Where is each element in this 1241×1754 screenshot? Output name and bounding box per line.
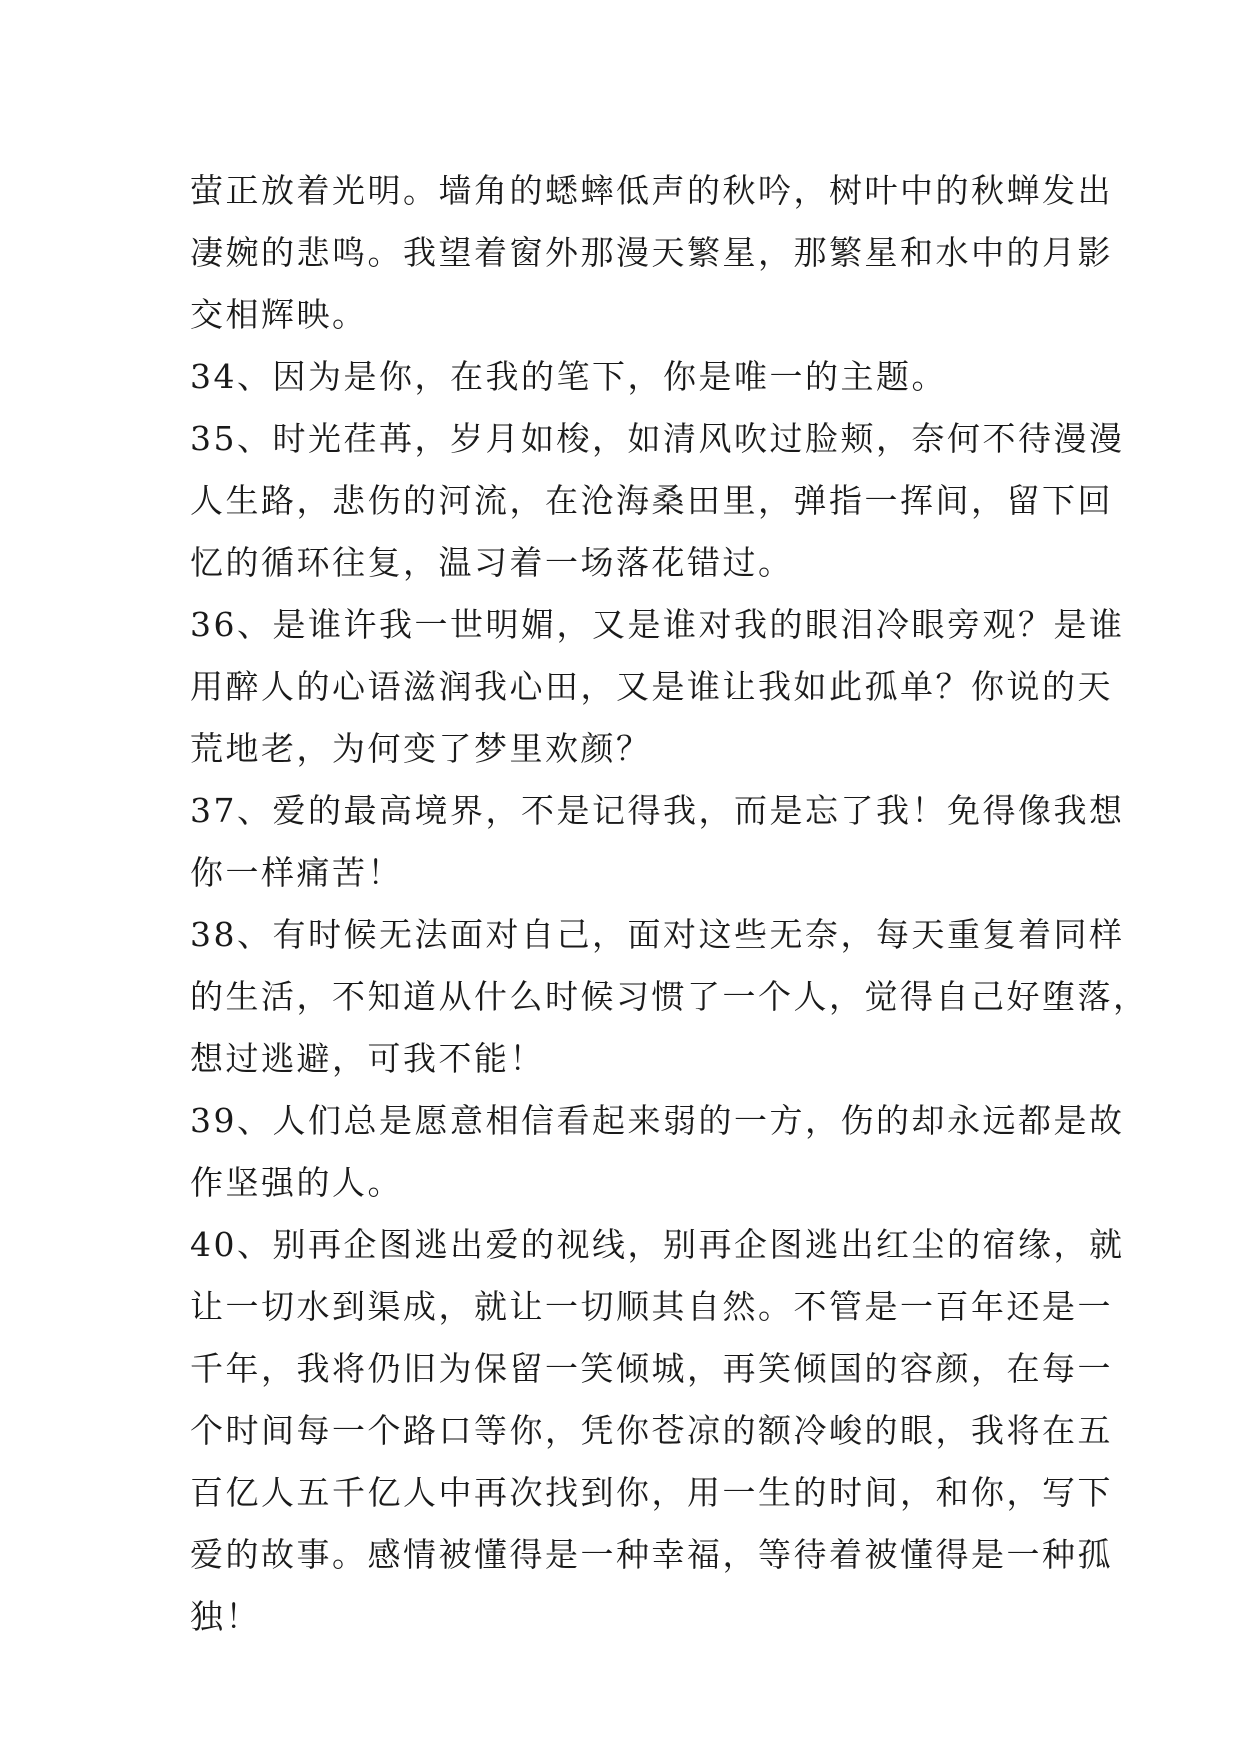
text-line: 37、爱的最高境界，不是记得我，而是忘了我！免得像我想 <box>190 791 1125 830</box>
text-line: 用醉人的心语滋润我心田，又是谁让我如此孤单？你说的天 <box>190 667 1113 706</box>
text-line: 40、别再企图逃出爱的视线，别再企图逃出红尘的宿缘，就 <box>190 1225 1125 1264</box>
text-line: 忆的循环往复，温习着一场落花错过。 <box>190 543 794 582</box>
text-line: 荒地老，为何变了梦里欢颜？ <box>190 729 652 768</box>
text-line: 个时间每一个路口等你，凭你苍凉的额冷峻的眼，我将在五 <box>190 1411 1113 1450</box>
text-line: 千年，我将仍旧为保留一笑倾城，再笑倾国的容颜，在每一 <box>190 1349 1113 1388</box>
text-line: 38、有时候无法面对自己，面对这些无奈，每天重复着同样 <box>190 915 1125 954</box>
text-line: 34、因为是你，在我的笔下，你是唯一的主题。 <box>190 357 947 396</box>
text-line: 百亿人五千亿人中再次找到你，用一生的时间，和你，写下 <box>190 1473 1113 1512</box>
text-line: 人生路，悲伤的河流，在沧海桑田里，弹指一挥间，留下回 <box>190 481 1113 520</box>
text-line: 独！ <box>190 1597 261 1636</box>
text-line: 35、时光荏苒，岁月如梭，如清风吹过脸颊，奈何不待漫漫 <box>190 419 1125 458</box>
text-line: 想过逃避，可我不能！ <box>190 1039 545 1078</box>
text-line: 萤正放着光明。墙角的蟋蟀低声的秋吟，树叶中的秋蝉发出 <box>190 171 1113 210</box>
text-line: 36、是谁许我一世明媚，又是谁对我的眼泪冷眼旁观？是谁 <box>190 605 1125 644</box>
text-line: 交相辉映。 <box>190 295 368 334</box>
text-line: 39、人们总是愿意相信看起来弱的一方，伤的却永远都是故 <box>190 1101 1125 1140</box>
text-line: 你一样痛苦！ <box>190 853 403 892</box>
body-text <box>190 160 1149 1648</box>
text-line: 让一切水到渠成，就让一切顺其自然。不管是一百年还是一 <box>190 1287 1113 1326</box>
text-line: 的生活，不知道从什么时候习惯了一个人，觉得自己好堕落， <box>190 977 1149 1016</box>
text-line: 爱的故事。感情被懂得是一种幸福，等待着被懂得是一种孤 <box>190 1535 1113 1574</box>
text-line: 凄婉的悲鸣。我望着窗外那漫天繁星，那繁星和水中的月影 <box>190 233 1113 272</box>
text-line: 作坚强的人。 <box>190 1163 403 1202</box>
